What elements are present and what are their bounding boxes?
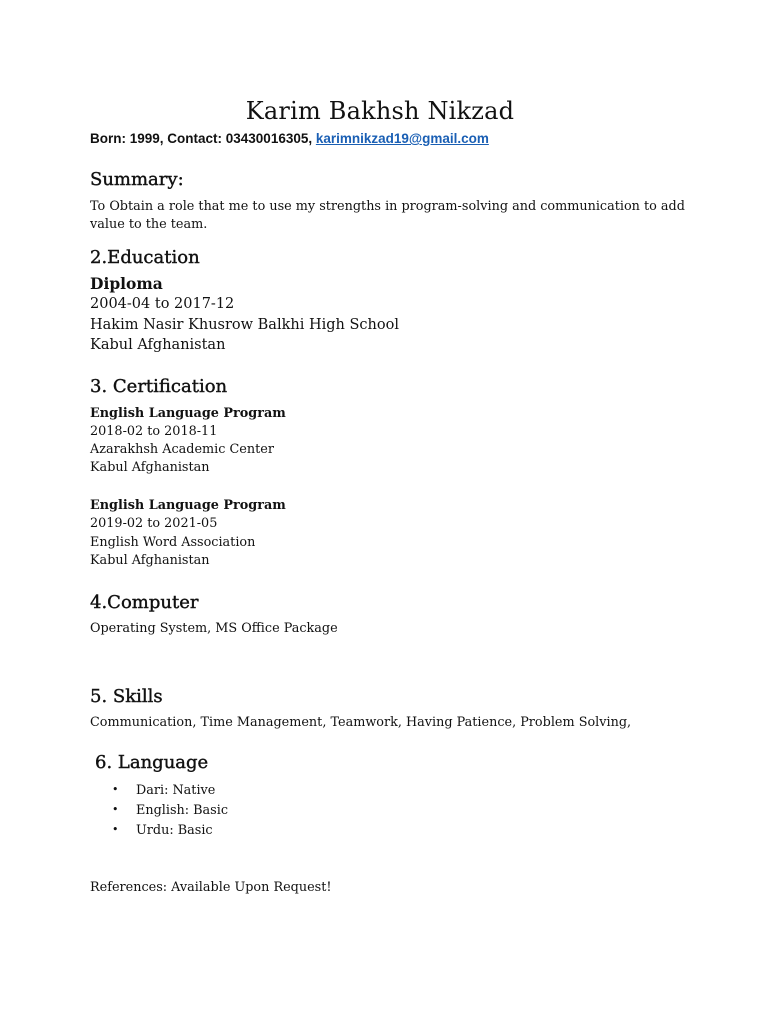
bullet-icon: • (112, 803, 119, 816)
education-degree: Diploma (90, 274, 163, 293)
certification-1-dates: 2018-02 to 2018-11 (90, 424, 218, 439)
computer-heading: 4.Computer (90, 592, 199, 613)
certification-1-institution: Azarakhsh Academic Center (90, 442, 274, 457)
person-name: Karim Bakhsh Nikzad (245, 97, 515, 125)
language-item-label: English: Basic (136, 803, 229, 818)
skills-heading: 5. Skills (90, 686, 163, 707)
education-location: Kabul Afghanistan (90, 337, 226, 353)
language-item-english (112, 803, 228, 823)
computer-text: Operating System, MS Office Package (90, 621, 338, 636)
language-item-label: Dari: Native (136, 783, 216, 798)
language-item-urdu (112, 823, 228, 843)
certification-1-location: Kabul Afghanistan (90, 460, 210, 475)
summary-text: To Obtain a role that me to use my strengths in program-solving and communication to add value to the team. (90, 199, 685, 232)
skills-text: Communication, Time Management, Teamwork, Having Patience, Problem Solving, (90, 715, 632, 730)
summary-heading: Summary: (90, 169, 184, 190)
certification-2-location: Kabul Afghanistan (90, 553, 210, 568)
certification-heading: 3. Certification (90, 376, 228, 397)
email-link[interactable]: karimnikzad19@gmail.com (315, 131, 489, 146)
language-list (112, 783, 228, 843)
certification-2-institution: English Word Association (90, 535, 256, 550)
certification-2-dates: 2019-02 to 2021-05 (90, 516, 218, 531)
references-text: References: Available Upon Request! (90, 880, 332, 895)
education-dates: 2004-04 to 2017-12 (90, 296, 235, 312)
contact-line (90, 131, 489, 146)
language-item-label: Urdu: Basic (136, 823, 213, 838)
language-heading: 6. Language (95, 752, 209, 773)
bullet-icon: • (112, 783, 119, 796)
bullet-icon: • (112, 823, 119, 836)
contact-details: Born: 1999, Contact: 03430016305, (90, 131, 316, 146)
language-item-dari (112, 783, 228, 803)
education-heading: 2.Education (90, 247, 200, 268)
certification-2-title: English Language Program (90, 498, 286, 513)
education-institution: Hakim Nasir Khusrow Balkhi High School (90, 317, 399, 333)
certification-1-title: English Language Program (90, 406, 286, 421)
